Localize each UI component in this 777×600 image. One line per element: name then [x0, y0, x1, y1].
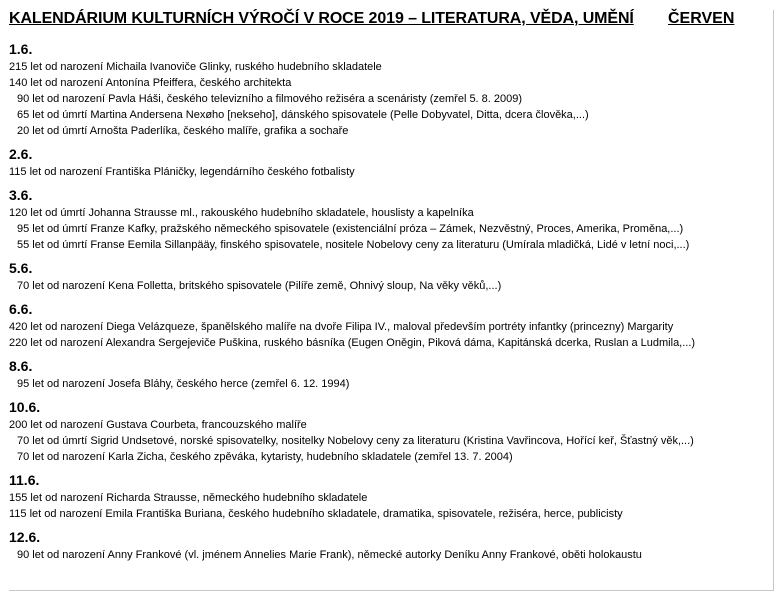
date-section: [9, 528, 773, 563]
date-section: [9, 357, 773, 392]
date-section: [9, 186, 773, 253]
anniversary-entry: 95 let od úmrtí Franze Kafky, pražského německého spisovatele (existenciální próza – Zámek, Nezvěstný, Proces, Amerika, Proměna,...): [17, 223, 684, 235]
anniversary-entry: 115 let od narození Františka Pláničky, legendárního českého fotbalisty: [9, 166, 355, 178]
anniversary-entry: 70 let od narození Kena Folletta, britského spisovatele (Pilíře země, Ohnivý sloup, Na věky věků,...): [17, 280, 502, 292]
date-section: [9, 145, 773, 180]
date-section: [9, 259, 773, 294]
anniversary-entry: 140 let od narození Antonína Pfeiffera, českého architekta: [9, 77, 292, 89]
month-label: ČERVEN: [668, 10, 735, 27]
document-header: [9, 10, 773, 34]
date-section: [9, 398, 773, 465]
anniversary-entry: 70 let od narození Karla Zicha, českého zpěváka, kytaristy, hudebního skladatele (zemřel 13. 7. 2004): [17, 451, 513, 463]
anniversary-entry: 90 let od narození Pavla Háši, českého televizního a filmového režiséra a scenáristy (zemřel 5. 8. 2009): [17, 93, 523, 105]
document-title: KALENDÁRIUM KULTURNÍCH VÝROČÍ V ROCE 2019 – LITERATURA, VĚDA, UMĚNÍ: [9, 10, 634, 27]
anniversary-entry: 55 let od úmrtí Franse Eemila Sillanpääy, finského spisovatele, nositele Nobelovy ceny za literaturu (Umírala mladičká, Lidé v letní noci,...): [17, 239, 690, 251]
section-date: 10.6.: [9, 399, 41, 415]
anniversary-entry: 120 let od úmrtí Johanna Strausse ml., rakouského hudebního skladatele, houslisty a kapelníka: [9, 207, 474, 219]
section-date: 2.6.: [9, 146, 33, 162]
anniversary-entry: 220 let od narození Alexandra Sergejeviče Puškina, ruského básníka (Eugen Oněgin, Piková dáma, Kapitánská dcerka, Ruslan a Ludmila,...): [9, 337, 696, 349]
section-date: 12.6.: [9, 529, 41, 545]
anniversary-entry: 215 let od narození Michaila Ivanoviče Glinky, ruského hudebního skladatele: [9, 61, 382, 73]
anniversary-entry: 20 let od úmrtí Arnošta Paderlíka, českého malíře, grafika a sochaře: [17, 125, 349, 137]
section-date: 6.6.: [9, 301, 33, 317]
anniversary-entry: 90 let od narození Anny Frankové (vl. jménem Annelies Marie Frank), německé autorky Deníku Anny Frankové, oběti holokaustu: [17, 549, 642, 561]
section-date: 1.6.: [9, 41, 33, 57]
section-date: 8.6.: [9, 358, 33, 374]
anniversary-entry: 155 let od narození Richarda Strausse, německého hudebního skladatele: [9, 492, 368, 504]
anniversary-entry: 115 let od narození Emila Františka Buriana, českého hudebního skladatele, dramatika, spisovatele, režiséra, herce, publicisty: [9, 508, 623, 520]
anniversary-entry: 65 let od úmrtí Martina Andersena Nexøho [nekseho], dánského spisovatele (Pelle Dobyvatel, Ditta, dcera člověka,...): [17, 109, 589, 121]
anniversary-entry: 420 let od narození Diega Velázqueze, španělského malíře na dvoře Filipa IV., maloval především portréty infantky (princezny) Margarity: [9, 321, 674, 333]
section-date: 5.6.: [9, 260, 33, 276]
anniversary-entry: 200 let od narození Gustava Courbeta, francouzského malíře: [9, 419, 307, 431]
calendar-document: [9, 10, 774, 591]
date-section: [9, 40, 773, 139]
anniversary-entry: 70 let od úmrtí Sigrid Undsetové, norské spisovatelky, nositelky Nobelovy ceny za literaturu (Kristina Vavřincova, Hořící keř, Šťastný věk,...): [17, 435, 694, 447]
date-section: [9, 300, 773, 351]
section-date: 11.6.: [9, 472, 40, 488]
date-section: [9, 471, 773, 522]
anniversary-list: [9, 40, 773, 563]
section-date: 3.6.: [9, 187, 33, 203]
anniversary-entry: 95 let od narození Josefa Bláhy, českého herce (zemřel 6. 12. 1994): [17, 378, 350, 390]
